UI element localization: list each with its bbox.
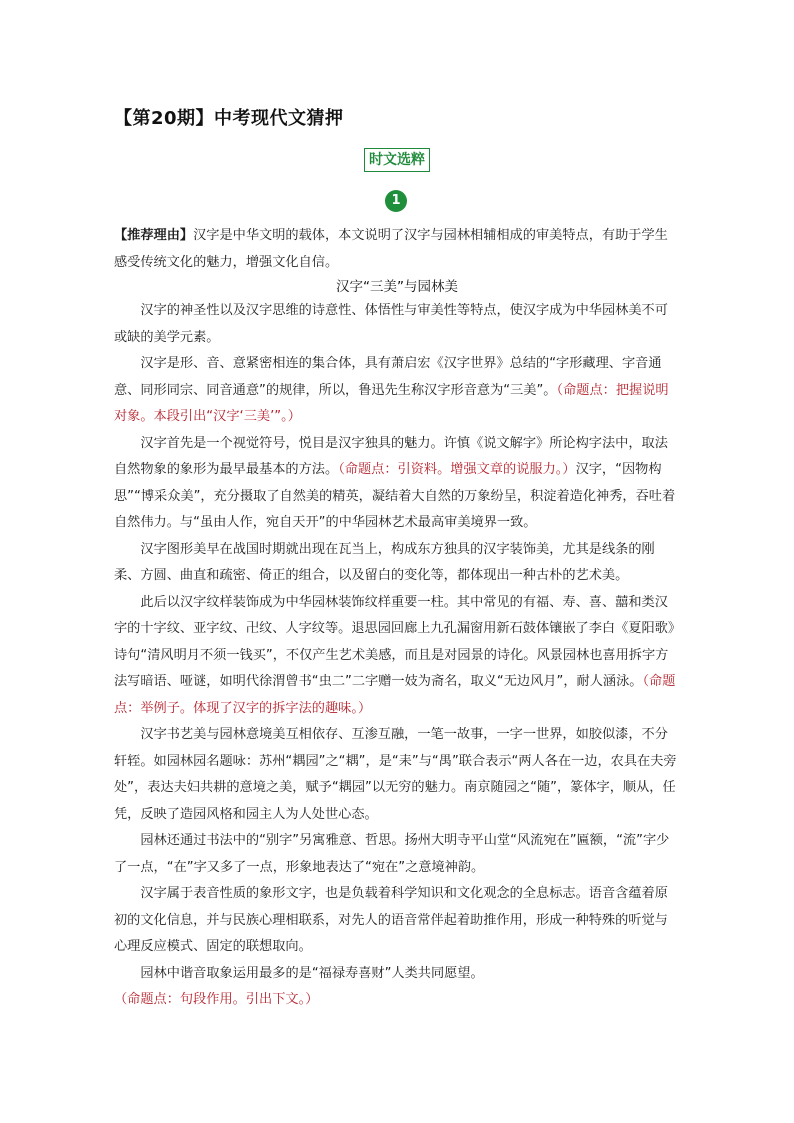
paragraph-text: 园林中谐音取象运用最多的是“福禄寿喜财”人类共同愿望。 [140, 965, 484, 981]
paragraph [114, 961, 679, 1014]
item-number-badge: 1 [385, 190, 407, 212]
paragraph [114, 590, 679, 723]
exam-point-note: （命题点：把握说明对象。本段引出“汉字‘三美’”。） [114, 382, 669, 424]
paragraph-text: 汉字是形、音、意紧密相连的集合体，具有萧启宏《汉字世界》总结的“字形藏理、字音通意、同形同宗、同音通意”的规律，所以，鲁迅先生称汉字形音意为“三美”。 [114, 356, 662, 398]
recommend-tag: 【推荐理由】 [114, 228, 194, 243]
paragraph-text: 汉字的神圣性以及汉字思维的诗意性、体悟性与审美性等特点，使汉字成为中华园林美不可或缺的美学元素。 [114, 303, 668, 345]
paragraph-text: 此后以汉字纹样装饰成为中华园林装饰纹样重要一柱。其中常见的有福、寿、喜、囍和类汉字的十字纹、亚字纹、卍纹、人字纹等。退思园回廊上九孔漏窗用新石鼓体镶嵌了李白《夏阳歌》诗句“清风明月不须一钱买”，不仅产生艺术美感，而且是对园景的诗化。风景园林也喜用拆字方法写暗语、哑谜，如明代徐渭曾书“虫二”二字赠一妓为斋名，取义“无边风月”，耐人涵泳。 [114, 594, 675, 689]
section-label: 时文选粹 [364, 148, 430, 172]
paragraph [114, 298, 679, 351]
paragraph [114, 828, 679, 881]
article-body [114, 298, 679, 1014]
paragraph-tail: 汉字，“因物构思”“博采众美”，充分摄取了自然美的精英，凝结着大自然的万象纷呈，积淀着造化神秀，吞吐着自然伟力。与“虽由人作，宛自天开”的中华园林艺术最高审美境界一致。 [114, 462, 676, 530]
paragraph [114, 537, 679, 590]
paragraph-text: 汉字书艺美与园林意境美互相依存、互渗互融，一笔一故事，一字一世界，如胶似漆，不分轩轾。如园林园名题咏：苏州“耦园”之“耦”，是“耒”与“禺”联合表示“两人各在一边，农具在夫旁处”，表达夫妇共耕的意境之美，赋予“耦园”以无穷的魅力。南京随园之“随”，篆体字，顺从，任凭，反映了造园风格和园主人为人处世心态。 [114, 727, 677, 822]
recommend-reason [114, 223, 679, 276]
paragraph-text: 汉字图形美早在战国时期就出现在瓦当上，构成东方独具的汉字装饰美，尤其是线条的刚柔、方圆、曲直和疏密、倚正的组合，以及留白的变化等，都体现出一种古朴的艺术美。 [114, 541, 655, 583]
paragraph-text: 汉字属于表音性质的象形文字，也是负载着科学知识和文化观念的全息标志。语音含蕴着原初的文化信息，并与民族心理相联系，对先人的语音常伴起着助推作用，形成一种特殊的听觉与心理反应模式、固定的联想取向。 [114, 886, 668, 954]
article-title: 汉字“三美”与园林美 [336, 279, 458, 295]
paragraph [114, 881, 679, 961]
exam-point-note: （命题点：句段作用。引出下文。） [114, 992, 319, 1007]
recommend-text: 汉字是中华文明的载体，本文说明了汉字与园林相辅相成的审美特点，有助于学生感受传统文化的魅力，增强文化自信。 [114, 228, 668, 270]
paragraph [114, 431, 679, 537]
paragraph [114, 722, 679, 828]
exam-point-note: （命题点：举例子。体现了汉字的拆字法的趣味。） [114, 674, 676, 716]
paragraph [114, 351, 679, 431]
paragraph-text: 园林还通过书法中的“别字”另寓雅意、哲思。扬州大明寺平山堂“风流宛在”匾额，“流”字少了一点，“在”字又多了一点，形象地表达了“宛在”之意境神韵。 [114, 833, 670, 875]
issue-title: 【第20期】中考现代文猜押 [114, 108, 344, 129]
paragraph-text: 汉字首先是一个视觉符号，悦目是汉字独具的魅力。许慎《说文解字》所论构字法中，取法自然物象的象形为最早最基本的方法。 [114, 435, 668, 477]
exam-point-note: （命题点：引资料。增强文章的说服力。） [338, 462, 576, 477]
